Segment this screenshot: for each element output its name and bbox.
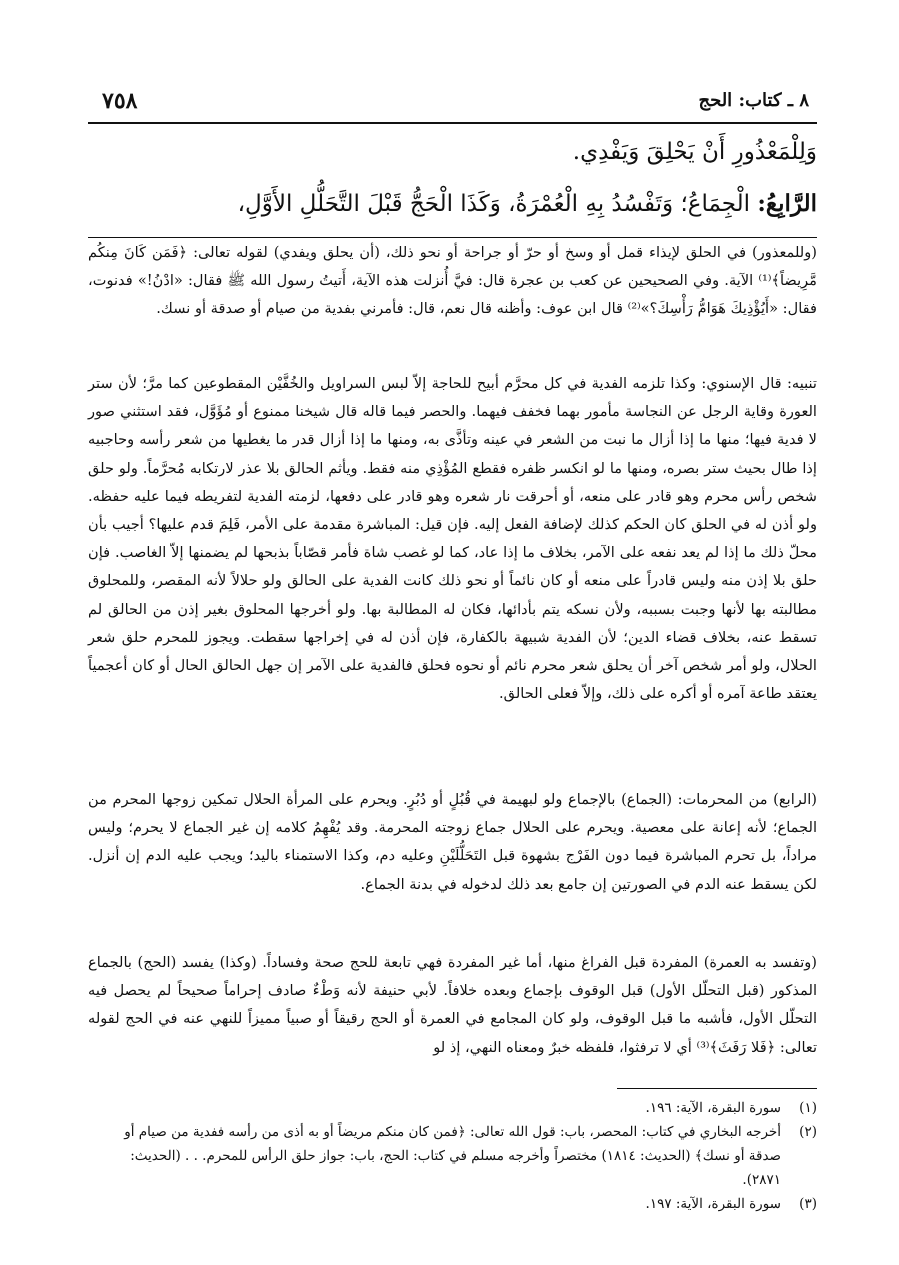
footnote-text: أخرجه البخاري في كتاب: المحصر، باب: قول الله تعالى: ﴿فمن كان منكم مريضاً أو به أذى من رأسه ففدية من صيام أو صدقة أو نسك﴾ (الحديث: ١٨١٤) مختصراً وأخرجه مسلم في كتاب: الحج، باب: جواز حلق الرأس للمحرم. . . (الحديث: ٢٨٧١).	[124, 1124, 781, 1188]
book-page	[88, 84, 817, 1234]
footnote-text: سورة البقرة، الآية: ١٩٦.	[645, 1100, 781, 1116]
footnote-number: (١)	[799, 1100, 817, 1116]
footnote	[88, 1192, 817, 1216]
running-header	[88, 84, 817, 124]
matn-line-2-lead: الرَّابِعُ:	[757, 190, 817, 217]
book-title: ٨ ـ كتاب: الحج	[698, 90, 809, 111]
commentary-paragraph-1: (وللمعذور) في الحلق لإيذاء قمل أو وسخ أو حرّ أو جراحة أو نحو ذلك، (أن يحلق ويفدي) لقوله تعالى: ﴿فَمَن كَانَ مِنكُم مَّرِيضاً﴾⁽¹⁾ الآية. وفي الصحيحين عن كعب بن عجرة قال: فيَّ أُنزلت هذه الآية، أَتيتُ رسول الله ﷺ فقال: «ادْنُ!» فدنوت، فقال: «أَيُؤْذِيكَ هَوَامُّ رَأْسِكَ؟»⁽²⁾ قال ابن عوف: وأظنه قال نعم، قال: فأمرني بفدية من صيام أو صدقة أو نسك.	[88, 244, 817, 318]
matn-line-2-text: الْجِمَاعُ؛ وَتَفْسُدُ بِهِ الْعُمْرَةُ، وَكَذَا الْحَجُّ قَبْلَ التَّحَلُّلِ الأَوَّلِ،	[237, 191, 758, 217]
matn-divider	[88, 237, 817, 238]
footnotes	[88, 1096, 817, 1216]
footnote-number: (٢)	[799, 1124, 817, 1140]
page-number: ٧٥٨	[102, 88, 138, 114]
matn-line-1: وَلِلْمَعْذُورِ أَنْ يَحْلِقَ وَيَفْدِي.	[572, 139, 817, 165]
commentary-paragraph-4: (وتفسد به العمرة) المفردة قبل الفراغ منها، أما غير المفردة فهي تابعة للحج صحة وفساداً. (وكذا) يفسد (الحج) بالجماع المذكور (قبل التحلّل الأول) قبل الوقوف بإجماع وبعده خلافاً. لأبي حنيفة لأنه وَطْءٌ صادف إحراماً صحيحاً لم يحصل فيه التحلّل الأول، فأشبه ما قبل الوقوف، ولو كان المجامع في العمرة أو الحج رقيقاً أو صبياً مميزاً للنهي عنه في الحج لقوله تعالى: ﴿فَلا رَفَثَ﴾⁽³⁾ أي لا ترفثوا، فلفظه خبرٌ ومعناه النهي، إذ لو	[88, 954, 817, 1056]
footnote-divider	[617, 1088, 817, 1089]
commentary-paragraph-2: تنبيه: قال الإسنوي: وكذا تلزمه الفدية في كل محرَّم أبيح للحاجة إلاّ لبس السراويل والخُفَّيْن المقطوعين كما مرَّ؛ لأن ستر العورة وقاية الرجل عن النجاسة مأمور بهما فخفف فيهما. والحصر فيما قاله قال شيخنا ممنوع أو مُؤَوَّل، فقد استثني صور لا فدية فيها؛ منها ما إذا أزال ما نبت من الشعر في عينه وتأذَّى به، ومنها ما إذا أزال قدر ما يغطيها من شعر رأسه وحاجبيه إذا طال بحيث ستر بصره، ومنها ما لو انكسر ظفره فقطع المُؤْذِي منه فقط. ويأثم الحالق بلا عذر لارتكابه مُحرَّماً. ولو حلق شخص رأس محرم وهو قادر على منعه، أو أحرقت نار شعره وهو قادر على دفعها، لزمته الفدية لتفريطه فيما عليه حفظه. ولو أذن له في الحلق كان الحكم كذلك لإضافة الفعل إليه. فإن قيل: المباشرة مقدمة على الأمر، فَلِمَ قدم عليها؟ أجيب بأن محلّ ذلك ما إذا لم يعد نفعه على الآمر، بخلاف ما إذا عاد، كما لو غصب شاة فأمر قصّاباً بذبحها لم يضمنها إلاّ الغاصب. فإن حلق بلا إذن منه وليس قادراً على منعه أو كان نائماً أو نحو ذلك كانت الفدية على الحالق ولو حلالاً لأنه المقصر، وللمحلوق مطالبته بها لأنها وجبت بسببه، ولأن نسكه يتم بأدائها، فكان له المطالبة بها. ولو أخرجها المحلوق بغير إذن من الحالق لم تسقط عنه، بخلاف قضاء الدين؛ لأن الفدية شبيهة بالكفارة، فإن أذن له في إخراجها سقطت. ويجوز للمحرم حلق شعر الحلال، ولو أمر شخص آخر أن يحلق شعر محرم نائم أو نحوه فحلق فالفدية على الآمر إن جهل الحالق الحال أو كان أعجمياً يعتقد طاعة آمره أو أكره على ذلك، وإلاّ فعلى الحالق.	[88, 375, 817, 703]
commentary-paragraph-3: (الرابع) من المحرمات: (الجماع) بالإجماع ولو لبهيمة في قُبُلٍ أو دُبُرٍ. ويحرم على المرأة الحلال تمكين زوجها المحرم من الجماع؛ لأنه إعانة على معصية. ويحرم على الحلال جماع زوجته المحرمة. وقد يُفْهِمُ كلامه إن غير الجماع لا يحرم؛ وليس مراداً، بل تحرم المباشرة فيما دون الفَرْج بشهوة قبل التَحَلُّلَيْنِ وعليه دم، وكذا الاستمناء باليد؛ ويجب عليه الدم إن أنزل. لكن يسقط عنه الدم في الصورتين إن جامع بعد ذلك لدخوله في بدنة الجماع.	[88, 791, 817, 893]
footnote-number: (٣)	[799, 1196, 817, 1212]
footnote	[88, 1096, 817, 1120]
footnote-text: سورة البقرة، الآية: ١٩٧.	[645, 1196, 781, 1212]
footnote	[88, 1120, 817, 1192]
matn-line-2	[88, 184, 817, 224]
